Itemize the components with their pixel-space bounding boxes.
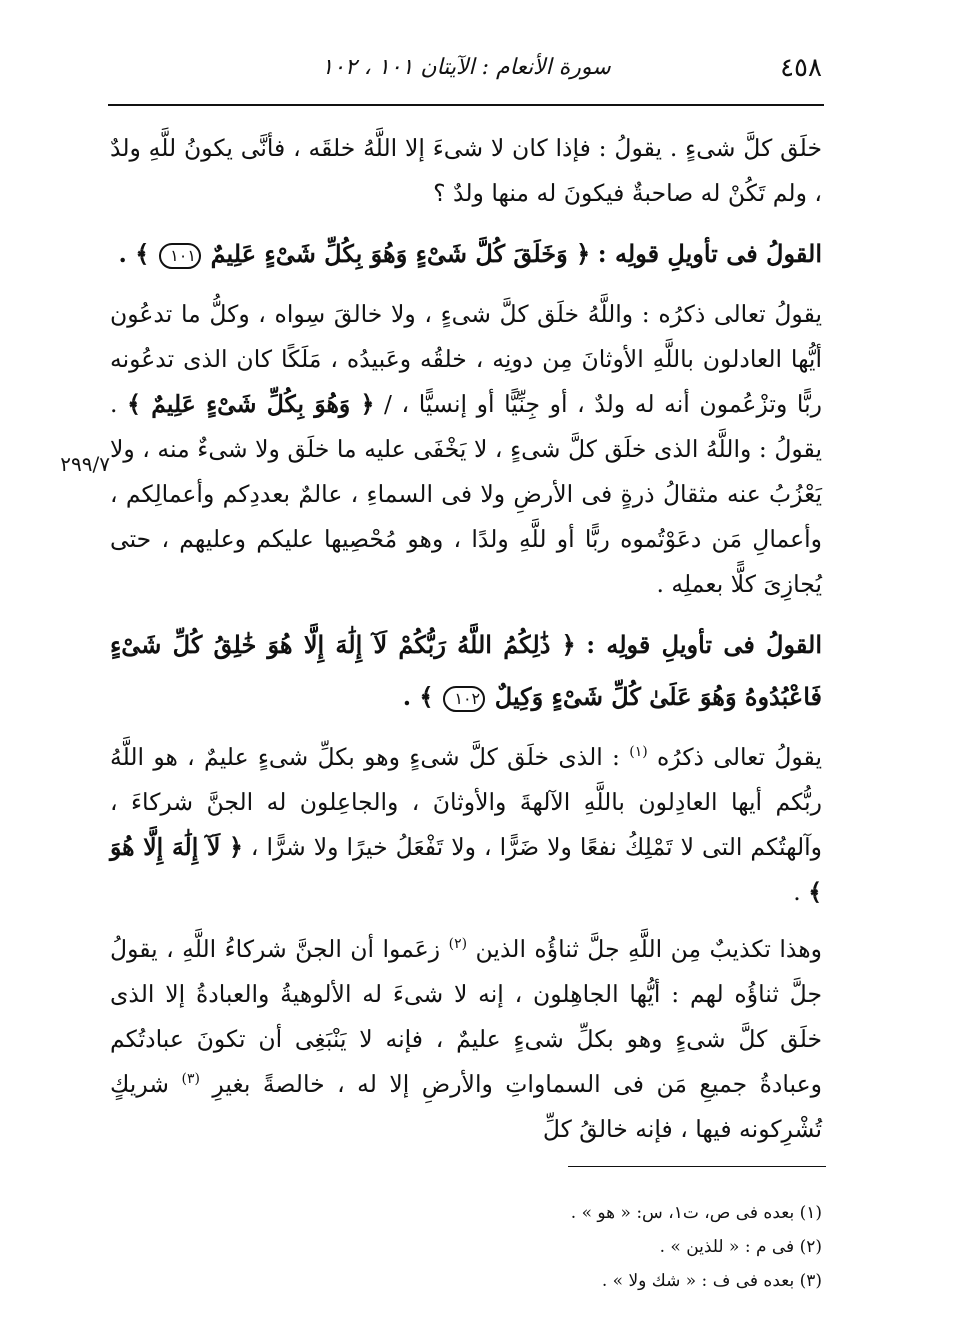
commentary-text-cont: : الذى خلَق كلَّ شىءٍ وهو بكلِّ شىءٍ عليمٌ ، هو اللَّهُ ربُّكم أيها العادِلون باللَّهِ الآلهةَ والأوثانَ ، والجاعِلون له الجنَّ شركاءَ ، وآلهتُكم التى لا تَمْلِكُ نفعًا ولا ضَرًّا ، ولا تَفْعَلُ خيرًا ولا شرًّا ، [110,743,822,861]
commentary-text-cont: زعَموا أن الجنَّ شركاءُ اللَّهِ ، يقولُ جلَّ ثناؤُه لهم : أيُّها الجاهِلون ، إنه لا شىءَ له الألوهيةُ والعبادةُ إلا الذى خلَق كلَّ شىءٍ وهو بكلِّ شىءٍ عليمٌ ، فإنه لا يَنْبَغِى أن تكونَ عبادتُكم وعبادةُ جميعِ مَن فى السماواتِ والأرضِ إلا له ، خالصةً بغيرِ [110,935,822,1098]
page-number: ٤٥٨ [780,53,822,83]
footnote-2: (٢) فى م : « للذين » . [659,1237,822,1257]
footnote-1: (١) بعده فى ص، ت١، س: « هو » . [570,1203,822,1223]
running-title: سورة الأنعام : الآيتان ١٠١ ، ١٠٢ [321,55,611,80]
verse-number-marker: ١٠٢ [443,686,485,712]
margin-reference: ٢٩٩/٧ [60,452,110,476]
footnote-3: (٣) بعده فى ف : « شك ولا » . [601,1271,822,1291]
commentary-text: يقولُ تعالى ذكرُه : واللَّهُ خلَق كلَّ شىءٍ ، ولا خالقَ سِواه ، وكلُّ ما تدعُون أيُّها العادلون باللَّهِ الأوثانَ مِن دونِه ، خلقُه وعَبيدُه ، مَلَكًا كان الذى تدعُونه ربًّا وتزْعُمون أنه له ولدٌ ، أو جِنِّيًّا أو إنسيًّا ، / [110,300,822,418]
quran-verse-quote: ﴿ ذَٰلِكُمُ اللَّهُ رَبُّكُمْ لَآ إِلَٰهَ إِلَّا هُوَ خَٰلِقُ كُلِّ شَىْءٍ فَاعْبُدُوهُ وَهُوَ عَلَىٰ كُلِّ شَىْءٍ وَكِيلٌ [110,630,822,711]
commentary-text-cont: . يقولُ : واللَّهُ الذى خلَق كلَّ شىءٍ ، لا يَخْفَى عليه ما خلَق ولا شىءٌ منه ، ولا يَعْزُبُ عنه مثقالُ ذرةٍ فى الأرضِ ولا فى السماءِ ، عالمٌ بعددِكم وأعمالِكم ، وأعمالِ مَن دعَوْتُموه ربًّا أو للَّهِ ولدًا ، وهو مُحْصِيها عليكم وعليهم ، حتى يُجازِىَ كلًّا بعملِه . [110,390,823,598]
footnote-reference-1[interactable]: (١) [629,744,648,761]
quote-close: ﴾ . [402,682,434,711]
commentary-text: وهذا تكذيبٌ مِن اللَّهِ جلَّ ثناؤُه الذين [475,935,822,963]
section-heading-102 [110,619,822,723]
sentence-end: . [793,878,801,906]
paragraph-continuation: خلَق كلَّ شىءٍ . يقولُ : فإذا كان لا شىءَ إلا اللَّهُ خلقَه ، فأنَّى يكونُ للَّهِ ولدٌ ، ولم تَكُنْ له صاحبةٌ فيكونَ له منها ولدٌ ؟ [110,134,822,207]
quote-close: ﴾ . [118,239,150,268]
commentary-text-end: شريكٍ تُشْرِكونه فيها ، فإنه خالقُ كلِّ [110,1070,822,1143]
footnote-rule [568,1166,826,1167]
header-rule [108,104,824,106]
main-text [110,126,822,1152]
verse-number-marker: ١٠١ [159,243,201,269]
quran-quote-inline: ﴿ وَهُوَ بِكُلِّ شَىْءٍ عَلِيمٌ ﴾ [127,390,375,418]
commentary-text: يقولُ تعالى ذكرُه [657,743,822,771]
footnote-reference-2[interactable]: (٢) [448,936,468,953]
quran-quote-inline: ﴿ لَآ إِلَٰهَ إِلَّا هُوَ ﴾ [110,833,822,906]
quran-verse-quote: ﴿ وَخَلَقَ كُلَّ شَىْءٍ وَهُوَ بِكُلِّ شَىْءٍ عَلِيمٌ [210,239,591,268]
running-head [110,48,822,90]
paragraph-commentary-102 [110,735,822,915]
heading-lead: القولُ فى تأويلِ قولِه : [586,630,822,659]
heading-lead: القولُ فى تأويلِ قولِه : [597,239,822,268]
footnote-reference-3[interactable]: (٣) [181,1071,200,1088]
footnotes [110,1196,822,1298]
section-heading-101 [110,228,822,280]
paragraph-commentary-101 [110,292,822,607]
paragraph-refutation [110,927,822,1152]
